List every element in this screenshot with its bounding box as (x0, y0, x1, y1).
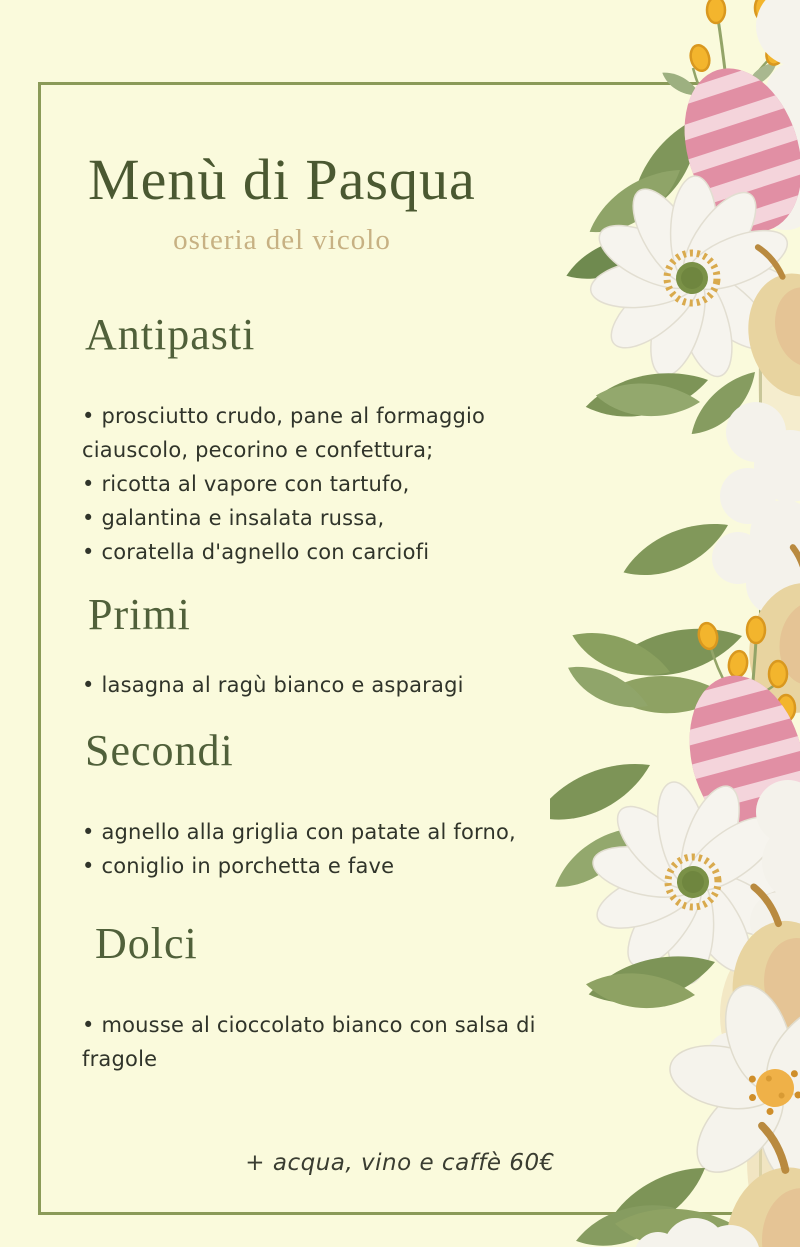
menu-item-line: • galantina e insalata russa, (82, 506, 385, 531)
menu-content (82, 0, 552, 1076)
menu-item-line: ciauscolo, pecorino e confettura; (82, 438, 434, 463)
bud-icon (769, 661, 787, 687)
bud-icon (688, 43, 712, 73)
menu-item-line: fragole (82, 1047, 158, 1072)
menu-item-line: • coratella d'agnello con carciofi (82, 540, 430, 565)
menu-item-line: • prosciutto crudo, pane al formaggio (82, 404, 486, 429)
section-heading-primi: Primi (88, 590, 191, 640)
bud-icon (727, 650, 749, 679)
bud-icon (707, 0, 725, 23)
menu-item-line: • mousse al cioccolato bianco con salsa di (82, 1013, 536, 1038)
primi-list (82, 668, 552, 702)
floral-decoration (550, 0, 800, 1247)
section-heading-antipasti: Antipasti (85, 309, 256, 359)
menu-item-line: • lasagna al ragù bianco e asparagi (82, 672, 464, 697)
menu-item-line: • ricotta al vapore con tartufo, (82, 472, 410, 497)
section-heading-dolci: Dolci (95, 919, 198, 969)
section-heading-secondi: Secondi (85, 725, 234, 775)
menu-item-line: • agnello alla griglia con patate al forno, (82, 820, 516, 845)
secondi-list (82, 815, 552, 883)
page-title: Menù di Pasqua (88, 147, 476, 212)
restaurant-name: osteria del vicolo (173, 223, 391, 256)
white-flower-cluster (712, 402, 800, 616)
dolci-list (82, 1008, 552, 1076)
antipasti-list (82, 399, 552, 569)
bud-icon (747, 617, 765, 643)
price-note: + acqua, vino e caffè 60€ (245, 1150, 555, 1176)
menu-item-line: • coniglio in porchetta e fave (82, 854, 395, 879)
